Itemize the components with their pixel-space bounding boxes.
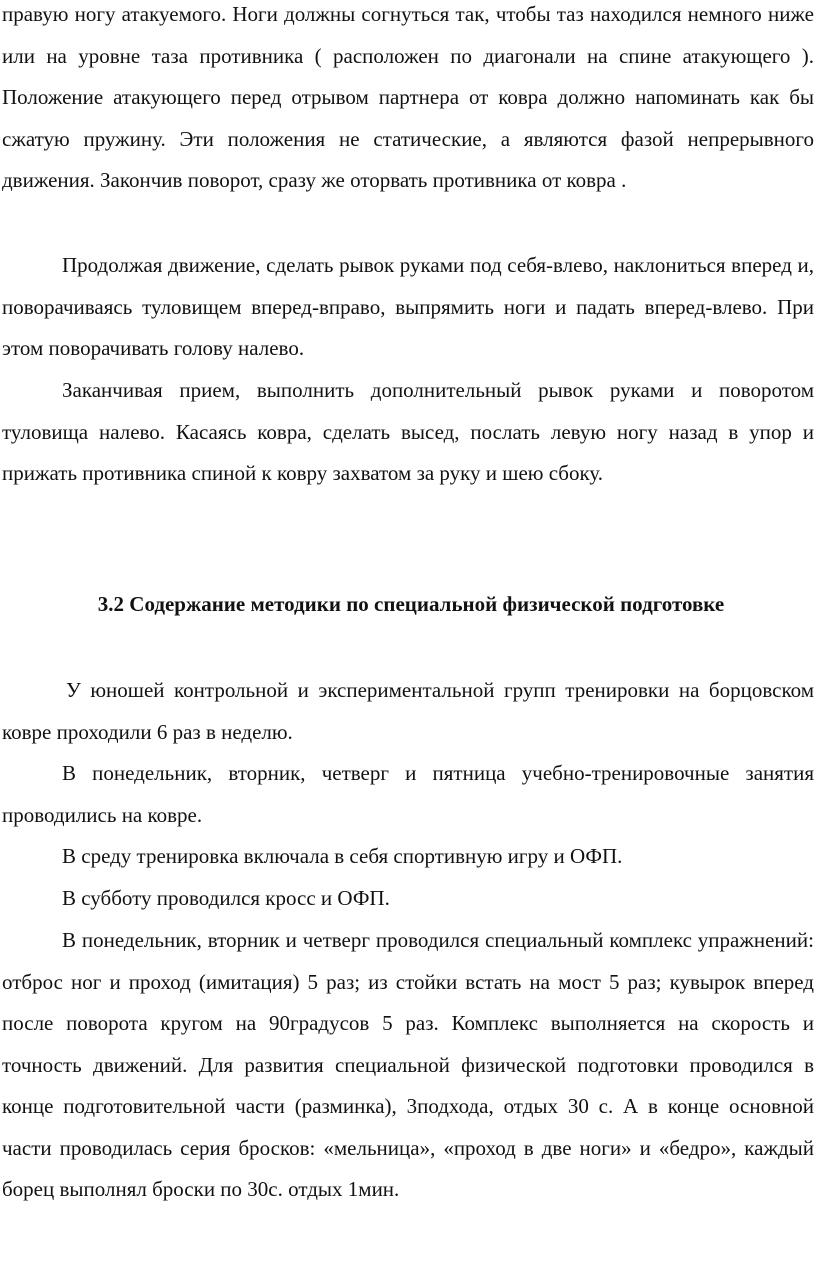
paragraph-finishing-technique: Заканчивая прием, выполнить дополнительный рывок руками и поворотом туловища налево. Касаясь ковра, сделать высед, послать левую ногу назад в упор и прижать противника спиной к ковру захватом за руку и шею сбоку. [2,378,814,485]
paragraph-wednesday: В среду тренировка включала в себя спортивную игру и ОФП. [62,844,623,868]
paragraph-special-complex: В понедельник, вторник и четверг проводился специальный комплекс упражнений: отброс ног и проход (имитация) 5 раз; из стойки встать на мост 5 раз; кувырок вперед после поворота кругом на 90градусов 5 раз. Комплекс выполняется на скорость и точность движений. Для развития специальной физической подготовки проводился в конце подготовительной части (разминка), 3подхода, отдых 30 с. А в конце основной части проводилась серия бросков: «мельница», «проход в две ноги» и «бедро», каждый борец выполнял броски по 30с. отдых 1мин. [2,928,814,1201]
paragraph-technique-continued: правую ногу атакуемого. Ноги должны согнуться так, чтобы таз находился немного ниже или на уровне таза противника ( расположен по диагонали на спине атакующего ). Положение атакующего перед отрывом партнера от ковра должно напоминать как бы сжатую пружину. Эти положения не статические, а являются фазой непрерывного движения. Закончив поворот, сразу же оторвать противника от ковра . [2,2,814,192]
paragraph-continue-movement: Продолжая движение, сделать рывок руками под себя-влево, наклониться вперед и, поворачиваясь туловищем вперед-вправо, выпрямить ноги и падать вперед-влево. При этом поворачивать голову налево. [2,253,814,360]
paragraph-saturday: В субботу проводился кросс и ОФП. [62,886,390,910]
paragraph-mat-sessions: В понедельник, вторник, четверг и пятница учебно-тренировочные занятия проводились на ковре. [2,761,814,827]
paragraph-training-frequency: У юношей контрольной и экспериментальной групп тренировки на борцовском ковре проходили 6 раз в неделю. [2,678,814,744]
section-heading: 3.2 Содержание методики по специальной физической подготовке [97,592,725,616]
